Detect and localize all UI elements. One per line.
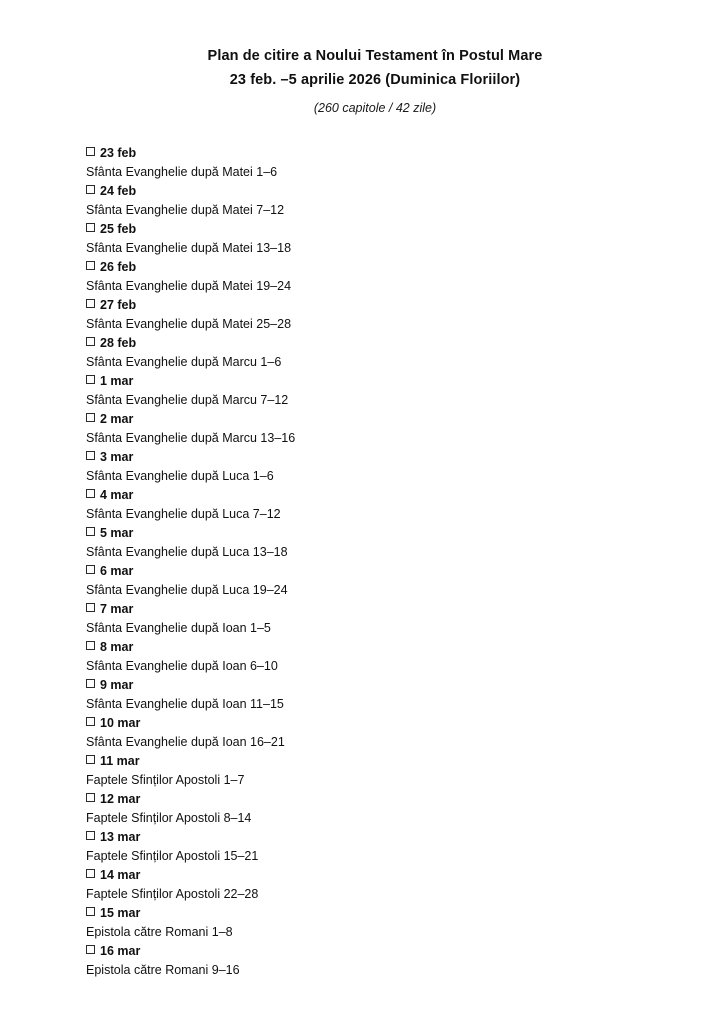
empty-checkbox-icon[interactable] — [86, 299, 95, 308]
entry-date-label: 10 mar — [100, 716, 141, 730]
list-item — [86, 258, 664, 296]
list-item — [86, 942, 664, 980]
empty-checkbox-icon[interactable] — [86, 565, 95, 574]
entry-reading-text: Sfânta Evanghelie după Matei 13–18 — [86, 241, 292, 255]
page-title-line-2: 23 feb. –5 aprilie 2026 (Duminica Floriilor) — [229, 72, 521, 88]
list-item — [86, 296, 664, 334]
entry-date-row — [86, 790, 664, 809]
list-item — [86, 638, 664, 676]
entry-reading-text: Sfânta Evanghelie după Ioan 11–15 — [86, 697, 284, 711]
empty-checkbox-icon[interactable] — [86, 945, 95, 954]
entry-date-row — [86, 752, 664, 771]
entry-reading-text: Sfânta Evanghelie după Matei 19–24 — [86, 279, 292, 293]
entry-date-row — [86, 296, 664, 315]
entry-date-label: 11 mar — [100, 754, 140, 768]
empty-checkbox-icon[interactable] — [86, 185, 95, 194]
entry-date-row — [86, 448, 664, 467]
entry-date-row — [86, 600, 664, 619]
page-title-line-1: Plan de citire a Noului Testament în Postul Mare — [207, 48, 543, 64]
empty-checkbox-icon[interactable] — [86, 831, 95, 840]
entry-date-label: 16 mar — [100, 944, 141, 958]
empty-checkbox-icon[interactable] — [86, 451, 95, 460]
empty-checkbox-icon[interactable] — [86, 337, 95, 346]
entry-date-row — [86, 258, 664, 277]
empty-checkbox-icon[interactable] — [86, 679, 95, 688]
list-item — [86, 448, 664, 486]
empty-checkbox-icon[interactable] — [86, 527, 95, 536]
entry-date-row — [86, 638, 664, 657]
list-item — [86, 334, 664, 372]
entry-date-row — [86, 828, 664, 847]
empty-checkbox-icon[interactable] — [86, 261, 95, 270]
list-item — [86, 790, 664, 828]
entry-reading-text: Sfânta Evanghelie după Marcu 1–6 — [86, 355, 282, 369]
entry-date-label: 1 mar — [100, 374, 134, 388]
entry-reading-text: Faptele Sfinților Apostoli 1–7 — [86, 773, 245, 787]
empty-checkbox-icon[interactable] — [86, 907, 95, 916]
entry-date-label: 28 feb — [100, 336, 137, 350]
entry-date-row — [86, 144, 664, 163]
entry-date-label: 13 mar — [100, 830, 141, 844]
entry-date-label: 9 mar — [100, 678, 134, 692]
list-item — [86, 600, 664, 638]
document-header — [86, 44, 664, 119]
entry-reading-text: Sfânta Evanghelie după Matei 7–12 — [86, 203, 285, 217]
entry-reading-text: Faptele Sfinților Apostoli 8–14 — [86, 811, 252, 825]
empty-checkbox-icon[interactable] — [86, 147, 95, 156]
entry-date-label: 23 feb — [100, 146, 137, 160]
empty-checkbox-icon[interactable] — [86, 489, 95, 498]
entry-reading-text: Sfânta Evanghelie după Ioan 16–21 — [86, 735, 285, 749]
entry-date-row — [86, 904, 664, 923]
entry-reading-text: Sfânta Evanghelie după Marcu 13–16 — [86, 431, 296, 445]
entry-reading-text: Epistola către Romani 9–16 — [86, 963, 240, 977]
list-item — [86, 676, 664, 714]
entry-reading-text: Sfânta Evanghelie după Matei 25–28 — [86, 317, 292, 331]
entry-date-row — [86, 220, 664, 239]
list-item — [86, 904, 664, 942]
entry-reading-text: Sfânta Evanghelie după Ioan 1–5 — [86, 621, 271, 635]
entry-reading-text: Sfânta Evanghelie după Ioan 6–10 — [86, 659, 278, 673]
entry-date-row — [86, 372, 664, 391]
entry-date-label: 2 mar — [100, 412, 134, 426]
entry-date-label: 6 mar — [100, 564, 134, 578]
entry-date-label: 12 mar — [100, 792, 141, 806]
empty-checkbox-icon[interactable] — [86, 603, 95, 612]
list-item — [86, 866, 664, 904]
entry-date-label: 7 mar — [100, 602, 134, 616]
entry-reading-text: Faptele Sfinților Apostoli 22–28 — [86, 887, 259, 901]
empty-checkbox-icon[interactable] — [86, 413, 95, 422]
list-item — [86, 752, 664, 790]
entry-date-row — [86, 524, 664, 543]
entry-reading-text: Sfânta Evanghelie după Luca 13–18 — [86, 545, 288, 559]
entry-date-row — [86, 562, 664, 581]
entry-date-label: 15 mar — [100, 906, 141, 920]
list-item — [86, 562, 664, 600]
entry-date-row — [86, 714, 664, 733]
entry-reading-text: Faptele Sfinților Apostoli 15–21 — [86, 849, 259, 863]
empty-checkbox-icon[interactable] — [86, 755, 95, 764]
empty-checkbox-icon[interactable] — [86, 223, 95, 232]
entry-date-row — [86, 676, 664, 695]
list-item — [86, 828, 664, 866]
empty-checkbox-icon[interactable] — [86, 641, 95, 650]
list-item — [86, 144, 664, 182]
entry-date-row — [86, 182, 664, 201]
entry-date-row — [86, 942, 664, 961]
entry-date-label: 8 mar — [100, 640, 134, 654]
entry-date-row — [86, 334, 664, 353]
list-item — [86, 182, 664, 220]
list-item — [86, 220, 664, 258]
page-subtitle: (260 capitole / 42 zile) — [313, 101, 437, 115]
entry-reading-text: Sfânta Evanghelie după Marcu 7–12 — [86, 393, 289, 407]
entry-date-row — [86, 410, 664, 429]
entry-reading-text: Sfânta Evanghelie după Luca 1–6 — [86, 469, 274, 483]
entry-reading-text: Epistola către Romani 1–8 — [86, 925, 233, 939]
entry-reading-text: Sfânta Evanghelie după Luca 7–12 — [86, 507, 281, 521]
empty-checkbox-icon[interactable] — [86, 869, 95, 878]
entry-reading-text: Sfânta Evanghelie după Matei 1–6 — [86, 165, 278, 179]
entry-date-row — [86, 486, 664, 505]
reading-plan-list — [86, 144, 664, 980]
entry-reading-text: Sfânta Evanghelie după Luca 19–24 — [86, 583, 288, 597]
empty-checkbox-icon[interactable] — [86, 793, 95, 802]
entry-date-label: 24 feb — [100, 184, 137, 198]
list-item — [86, 524, 664, 562]
list-item — [86, 372, 664, 410]
list-item — [86, 410, 664, 448]
entry-date-label: 26 feb — [100, 260, 137, 274]
entry-date-label: 25 feb — [100, 222, 137, 236]
empty-checkbox-icon[interactable] — [86, 717, 95, 726]
entry-date-label: 14 mar — [100, 868, 141, 882]
entry-date-label: 5 mar — [100, 526, 134, 540]
entry-date-row — [86, 866, 664, 885]
list-item — [86, 714, 664, 752]
entry-date-label: 4 mar — [100, 488, 134, 502]
empty-checkbox-icon[interactable] — [86, 375, 95, 384]
entry-date-label: 3 mar — [100, 450, 134, 464]
entry-date-label: 27 feb — [100, 298, 137, 312]
list-item — [86, 486, 664, 524]
